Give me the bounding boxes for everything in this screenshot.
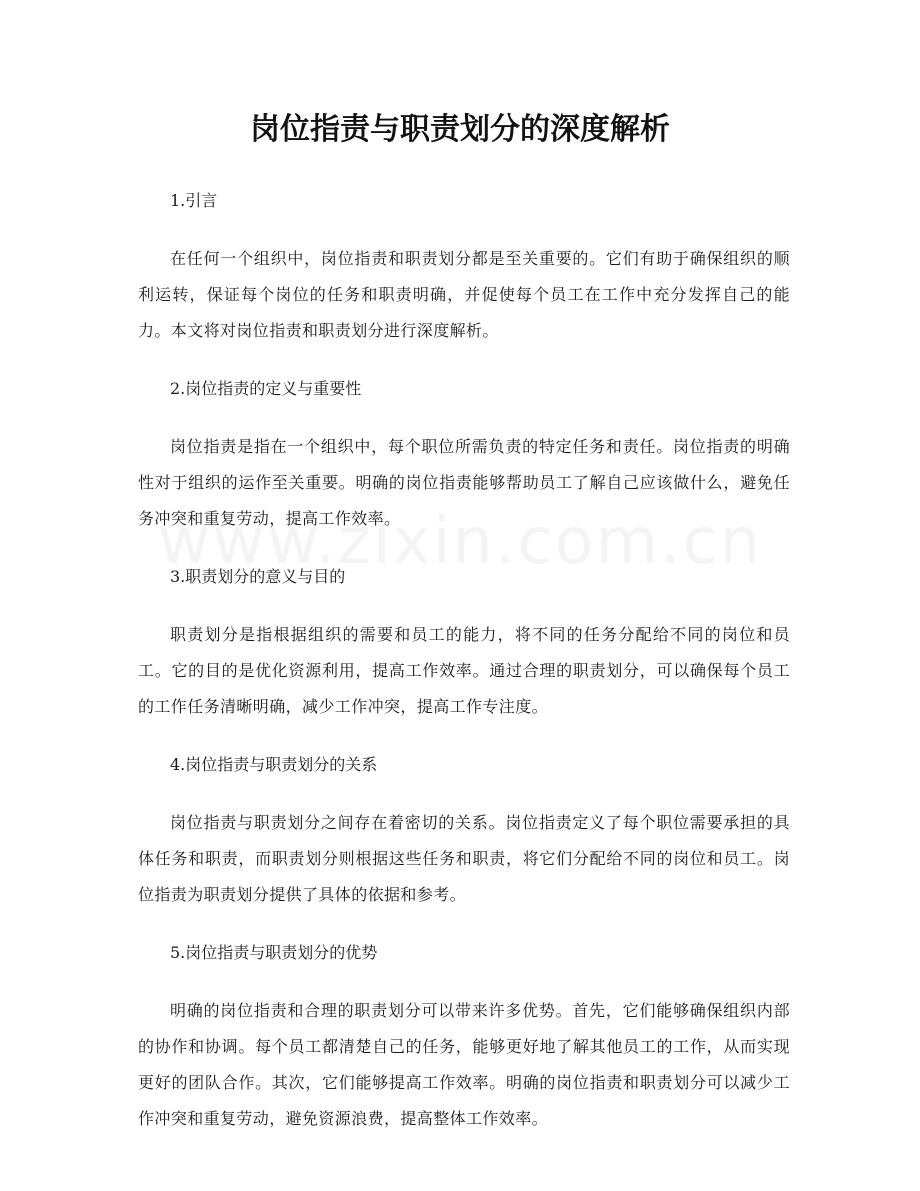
document-title: 岗位指责与职责划分的深度解析 [250, 112, 670, 147]
section-paragraph: 岗位指责与职责划分之间存在着密切的关系。岗位指责定义了每个职位需要承担的具体任务和职责，而职责划分则根据这些任务和职责，将它们分配给不同的岗位和员工。岗位指责为职责划分提供了具体的依据和参考。 [138, 813, 790, 904]
section-2 [138, 371, 790, 559]
section-heading: 5.岗位指责与职责划分的优势 [170, 943, 378, 962]
section-5 [138, 935, 790, 1137]
section-4 [138, 747, 790, 935]
section-paragraph: 岗位指责是指在一个组织中，每个职位所需负责的特定任务和责任。岗位指责的明确性对于组织的运作至关重要。明确的岗位指责能够帮助员工了解自己应该做什么，避免任务冲突和重复劳动，提高工作效率。 [138, 437, 790, 528]
section-heading: 3.职责划分的意义与目的 [170, 567, 346, 586]
section-paragraph: 职责划分是指根据组织的需要和员工的能力，将不同的任务分配给不同的岗位和员工。它的目的是优化资源利用，提高工作效率。通过合理的职责划分，可以确保每个员工的工作任务清晰明确，减少工作冲突，提高工作专注度。 [138, 625, 790, 716]
section-heading: 2.岗位指责的定义与重要性 [170, 379, 362, 398]
section-3 [138, 559, 790, 747]
section-heading: 1.引言 [170, 191, 218, 210]
section-paragraph: 明确的岗位指责和合理的职责划分可以带来许多优势。首先，它们能够确保组织内部的协作和协调。每个员工都清楚自己的任务，能够更好地了解其他员工的工作，从而实现更好的团队合作。其次，它们能够提高工作效率。明确的岗位指责和职责划分可以减少工作冲突和重复劳动，避免资源浪费，提高整体工作效率。 [138, 1001, 790, 1128]
section-heading: 4.岗位指责与职责划分的关系 [170, 755, 378, 774]
document-body [138, 183, 790, 1137]
section-paragraph: 在任何一个组织中，岗位指责和职责划分都是至关重要的。它们有助于确保组织的顺利运转，保证每个岗位的任务和职责明确，并促使每个员工在工作中充分发挥自己的能力。本文将对岗位指责和职责划分进行深度解析。 [138, 249, 790, 340]
section-1 [138, 183, 790, 371]
